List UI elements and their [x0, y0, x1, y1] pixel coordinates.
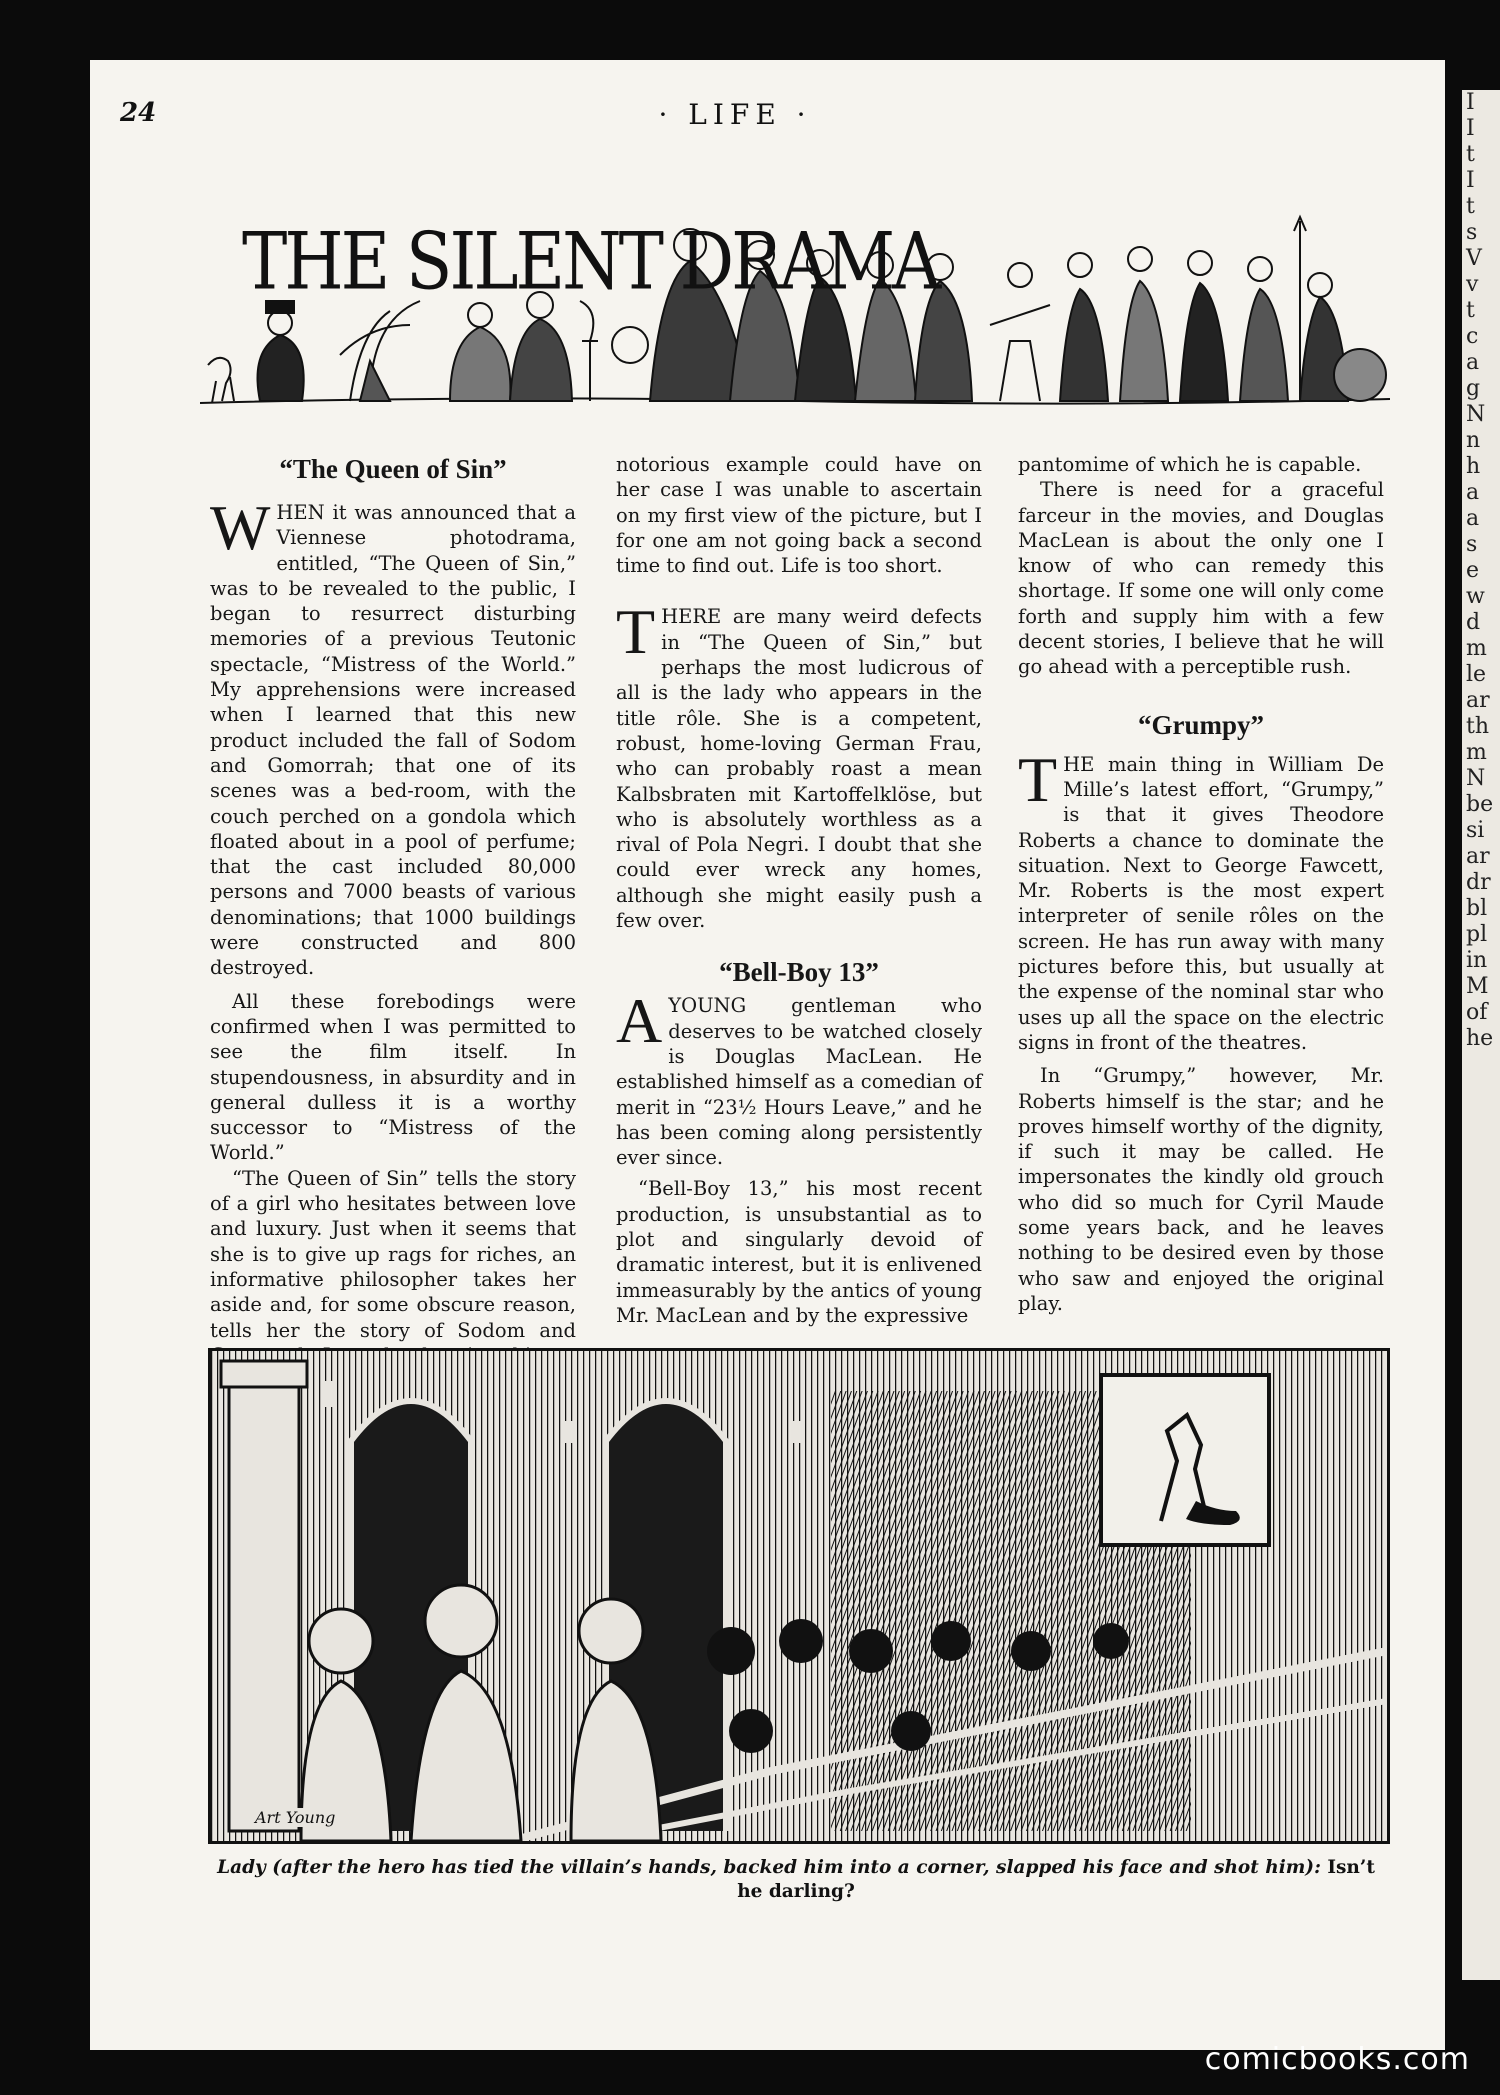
paragraph-text: HE main thing in William De Mille’s latest effort, “Grumpy,” is that it gives Theodore Roberts a chance to dominate the situation. Next to George Fawcett, Mr. Roberts is the most expert interpreter of senile rôles on the screen. He has run away with many pictures before this, but usually at the expense of the nominal star who uses up all the space on the electric signs in front of the theatres.: [1018, 752, 1384, 1054]
drop-cap: W: [210, 492, 271, 563]
article-column-2: [616, 452, 982, 1328]
adjacent-page-letter: w: [1466, 584, 1485, 609]
cartoon-illustration: [208, 1348, 1390, 1844]
article-column-1: [210, 452, 576, 1368]
adjacent-page-letter: he: [1466, 1026, 1494, 1051]
page-number: 24: [120, 98, 157, 128]
paragraph-text: HEN it was announced that a Viennese photodrama, entitled, “The Queen of Sin,” was to be revealed to the public, I began to resurrect disturbing memories of a previous Teutonic spectacle, “Mistress of the World.” My apprehensions were increased when I learned that this new product included the fall of Sodom and Gomorrah; that one of its scenes was a bed-room, with the couch perched on a gondola which floated about in a pool of perfume; that the cast included 80,000 persons and 7000 beasts of various denominations; that 1000 buildings were constructed and 800 destroyed.: [210, 501, 576, 980]
adjacent-page-letter: n: [1466, 428, 1481, 453]
adjacent-page-letter: be: [1466, 792, 1494, 817]
adjacent-page-letter: a: [1466, 350, 1480, 375]
caption-italic: Lady (after the hero has tied the villain’s hands, backed him into a corner, slapped his face and shot him):: [217, 1857, 1321, 1878]
adjacent-page-letter: t: [1466, 298, 1475, 323]
adjacent-page-letter: N: [1466, 766, 1486, 791]
paragraph: There is need for a graceful farceur in the movies, and Douglas MacLean is about the only one I know of who can remedy this shortage. If some one will only come forth and supply him with a few decent stories, I believe that he will go ahead with a perceptible rush.: [1018, 478, 1384, 679]
adjacent-page-letter: g: [1466, 376, 1481, 401]
paragraph: pantomime of which he is capable.: [1018, 453, 1362, 476]
theatre-audience-illustration-icon: [211, 1351, 1387, 1841]
adjacent-page-letter: m: [1466, 636, 1487, 661]
caption-punchline: Isn’t he darling?: [737, 1857, 1375, 1902]
adjacent-page-letter: M: [1466, 974, 1489, 999]
adjacent-page-letter: a: [1466, 506, 1480, 531]
adjacent-page-letter: le: [1466, 662, 1487, 687]
magazine-name: · LIFE ·: [658, 98, 812, 131]
adjacent-page-letter: t: [1466, 194, 1475, 219]
paragraph: notorious example could have on her case I was unable to ascertain on my first view of the picture, but I for one am not going back a second time to find out. Life is too short.: [616, 453, 982, 578]
adjacent-page-letter: s: [1466, 220, 1478, 245]
adjacent-page-letter: m: [1466, 740, 1487, 765]
paragraph: [616, 985, 982, 1170]
paragraph: “The Queen of Sin” tells the story of a girl who hesitates between love and luxury. Just when it seems that she is to give up rags for riches, an informative philosopher takes her aside and, for some obscure reason, tells her the story of Sodom and: [210, 1166, 576, 1342]
adjacent-page-letter: V: [1466, 246, 1482, 271]
adjacent-page-letter: I: [1466, 90, 1475, 115]
adjacent-page-letter: c: [1466, 324, 1479, 349]
artist-signature: Art Young: [251, 1808, 339, 1827]
adjacent-page-letter: s: [1466, 532, 1478, 557]
adjacent-page-strip: [1462, 90, 1500, 1980]
paragraph: All these forebodings were confirmed when I was permitted to see the film itself. In stupendousness, in absurdity and in general dulless it is a worthy successor to “Mistress of the World.”: [210, 989, 576, 1165]
adjacent-page-letter: h: [1466, 454, 1481, 479]
adjacent-page-letter: I: [1466, 168, 1475, 193]
section-banner: [200, 205, 1390, 425]
adjacent-page-letter: dr: [1466, 870, 1491, 895]
adjacent-page-letter: ar: [1466, 844, 1490, 869]
paragraph: [616, 596, 982, 933]
adjacent-page-letter: I: [1466, 116, 1475, 141]
page-header: [120, 98, 1350, 138]
adjacent-page-letter: a: [1466, 480, 1480, 505]
drop-cap: A: [616, 985, 663, 1057]
adjacent-page-letter: pl: [1466, 922, 1488, 947]
review-title-queen-of-sin: “The Queen of Sin”: [279, 454, 507, 484]
adjacent-page-letter: th: [1466, 714, 1490, 739]
paragraph: In “Grumpy,” however, Mr. Roberts himself is the star; and he proves himself worthy of the dignity, if such it may be called. He impersonates the kindly old grouch who did so much for Cyril Maude some years back, and he leaves nothing to be desired even by those who saw and enjoyed the original play.: [1018, 1064, 1384, 1315]
adjacent-page-letter: si: [1466, 818, 1485, 843]
adjacent-page-letter: N: [1466, 402, 1486, 427]
paragraph: [210, 492, 576, 981]
drop-cap: T: [1018, 743, 1058, 815]
paragraph-text: YOUNG gentleman who deserves to be watched closely is Douglas MacLean. He established himself as a comedian of merit in “23½ Hours Leave,” and he has been coming along persistently ever since.: [616, 994, 982, 1170]
adjacent-page-letter: ar: [1466, 688, 1490, 713]
paragraph: “Bell-Boy 13,” his most recent production, is unsubstantial as to plot and singularly devoid of dramatic interest, but it is enlivened immeasurably by the antics of young Mr. MacLean and by the expressive: [616, 1177, 982, 1327]
drop-cap: T: [616, 596, 656, 668]
section-title: THE SILENT DRAMA: [242, 217, 939, 308]
adjacent-page-letter: in: [1466, 948, 1488, 973]
review-title-bell-boy-13: “Bell-Boy 13”: [719, 957, 879, 988]
review-title-grumpy: “Grumpy”: [1137, 709, 1264, 740]
paragraph-text: HERE are many weird defects in “The Queen of Sin,” but perhaps the most ludicrous of all is the lady who appears in the title rôle. She is a competent, robust, home-loving German Frau, who can probably roast a mean Kalbsbraten mit Kartoffelklöse, but who is absolutely worthless as a rival of Pola Negri. I doubt that she could ever wreck any homes, although she might easily push a few over.: [616, 605, 982, 933]
site-watermark: comicbooks.com: [1204, 2042, 1470, 2077]
adjacent-page-letter: d: [1466, 610, 1481, 635]
paragraph: [1018, 743, 1384, 1056]
adjacent-page-letter: v: [1466, 272, 1479, 297]
cartoon-caption: [208, 1856, 1384, 1904]
adjacent-page-letter: e: [1466, 558, 1480, 583]
adjacent-page-letter: of: [1466, 1000, 1488, 1025]
adjacent-page-letter: t: [1466, 142, 1475, 167]
article-column-3: [1018, 452, 1384, 1316]
adjacent-page-letter: bl: [1466, 896, 1488, 921]
